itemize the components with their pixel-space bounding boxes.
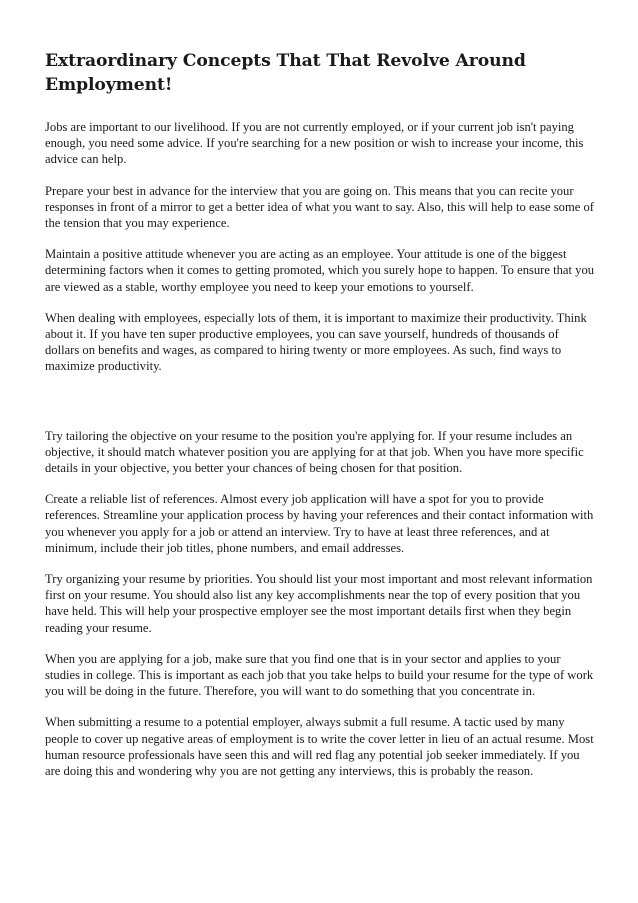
document-page bbox=[45, 50, 595, 794]
paragraph-employee-productivity: When dealing with employees, especially lots of them, it is important to maximize their productivity. Think about it. If you have ten super productive employees, you can save yourself, hundreds of thousands of dollars on benefits and wages, as compared to hiring twenty or more employees. As such, find ways to maximize productivity. bbox=[45, 310, 587, 374]
paragraph-resume-objective: Try tailoring the objective on your resume to the position you're applying for. If your resume includes an objective, it should match whatever position you are applying for at that job. When you have more specific details in your objective, you better your chances of being chosen for that position. bbox=[45, 428, 584, 476]
document-title: Extraordinary Concepts That That Revolve Around Employment! bbox=[45, 51, 526, 95]
paragraph-job-sector: When you are applying for a job, make sure that you find one that is in your sector and applies to your studies in college. This is important as each job that you take helps to build your resume for the type of work you will be doing in the future. Therefore, you will want to do something that you concentrate in. bbox=[45, 651, 594, 699]
section-spacer bbox=[45, 390, 595, 428]
paragraph-full-resume: When submitting a resume to a potential employer, always submit a full resume. A tactic used by many people to cover up negative areas of employment is to write the cover letter in lieu of an actual resume. Most human resource professionals have seen this and will red flag any potential job seeker immediately. If you are doing this and wondering why you are not getting any interviews, this is probably the reason. bbox=[45, 715, 594, 779]
paragraph-jobs-livelihood: Jobs are important to our livelihood. If you are not currently employed, or if your current job isn't paying enough, you need some advice. If you're searching for a new position or wish to increase your income, this advice can help. bbox=[45, 120, 584, 167]
paragraph-references: Create a reliable list of references. Almost every job application will have a spot for you to provide references. Streamline your application process by having your references and their contact information with you whenever you apply for a job or attend an interview. Try to have at least three references, and at minimum, include their job titles, phone numbers, and email addresses. bbox=[45, 492, 594, 555]
paragraph-resume-priorities: Try organizing your resume by priorities. You should list your most important and most relevant information first on your resume. You should also list any key accomplishments near the top of every position that you have held. This will help your prospective employer see the most important details first when they begin reading your resume. bbox=[45, 572, 593, 635]
paragraph-positive-attitude: Maintain a positive attitude whenever you are acting as an employee. Your attitude is one of the biggest determining factors when it comes to getting promoted, which you surely hope to happen. To ensure that you are viewed as a stable, worthy employee you need to keep your emotions to yourself. bbox=[45, 247, 595, 294]
paragraph-interview-prep: Prepare your best in advance for the interview that you are going on. This means that you can recite your responses in front of a mirror to get a better idea of what you want to say. Also, this will help to ease some of the tension that you may experience. bbox=[45, 183, 594, 231]
